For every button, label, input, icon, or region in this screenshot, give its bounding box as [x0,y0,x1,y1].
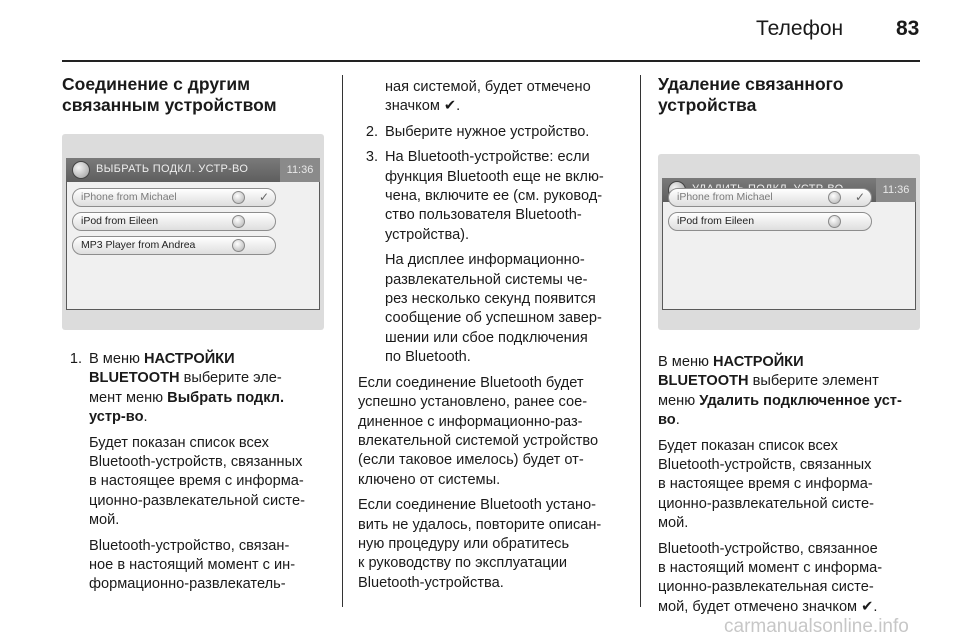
screenshot-select-device [62,134,324,330]
paragraph: Если соединение Bluetooth будет успешно установлено, ранее сое- диненное с информационно-раз- влекательной системой устройство (если таковое имелось) будет от- ключено от системы. [358,374,599,488]
device-status-icon [232,191,245,204]
running-header-title: Телефон [756,17,844,40]
step-3: 3. На Bluetooth-устройстве: если функция Bluetooth еще не вклю- чена, включите ее (см. руковод- ство пользователя Bluetooth- устройства). [365,149,604,243]
screenshot-delete-device [658,154,920,330]
paragraph: Bluetooth-устройство, связан- ное в настоящий момент с ин- формационно-развлекатель- [89,537,296,593]
phone-menu-icon [72,161,90,179]
device-item: iPhone from Michael ✓ [72,188,276,207]
device-item: iPod from Eileen [668,212,872,231]
section-heading-delete: Удаление связанного устройства [658,74,844,115]
screen-clock: 11:36 [876,178,916,202]
paragraph: Будет показан список всех Bluetooth-устройств, связанных в настоящее время с информа- ционно-развлекательной систе- мой. [89,434,305,529]
header-divider [62,60,920,62]
device-status-icon [232,239,245,252]
column-1-body [62,350,332,595]
device-item: MP3 Player from Andrea [72,236,276,255]
screen-clock: 11:36 [280,158,320,182]
step-1: 1. В меню НАСТРОЙКИ BLUETOOTH выберите эле- мент меню Выбрать подкл. устр-во. [69,351,285,426]
column-2 [358,78,624,593]
column-3 [658,74,920,116]
device-item: iPhone from Michael ✓ [668,188,872,207]
paragraph: Bluetooth-устройство, связанное в настоящий момент с информа- ционно-развлекательная систе- мой, будет отмечено значком ✔. [658,540,883,615]
paragraph: На дисплее информационно- развлекательной системы че- рез несколько секунд появится сообщение об успешном завер- шении или сбое подключения по Bluetooth. [385,252,602,366]
connected-check-icon: ✓ [854,190,865,204]
device-status-icon [232,215,245,228]
step-2: 2. Выберите нужное устройство. [365,123,590,140]
paragraph: В меню НАСТРОЙКИ BLUETOOTH выберите элемент меню Удалить подключенное уст- во. [658,354,902,429]
column-divider-1 [342,75,343,607]
column-1 [62,74,332,116]
checkmark-icon: ✔ [443,98,457,115]
watermark: carmanualsonline.info [724,616,909,637]
device-status-icon [828,215,841,228]
screen-title-bar [66,158,320,182]
paragraph: Будет показан список всех Bluetooth-устройств, связанных в настоящее время с информа- ционно-развлекательной систе- мой. [658,437,874,532]
column-3-body [658,353,920,617]
connected-check-icon: ✓ [258,190,269,204]
checkmark-icon: ✔ [861,598,874,615]
section-heading-connect: Соединение с другим связанным устройством [62,74,277,115]
page-number: 83 [896,17,920,40]
paragraph: Если соединение Bluetooth устано- вить не удалось, повторите описан- ную процедуру или обратитесь к руководству по эксплуатации Bluetooth-устройства. [358,497,602,591]
device-status-icon [828,191,841,204]
device-item: iPod from Eileen [72,212,276,231]
screen-title: ВЫБРАТЬ ПОДКЛ. УСТР-ВО [96,163,249,175]
paragraph: ная системой, будет отмечено значком ✔. [385,79,591,115]
column-divider-2 [640,75,641,607]
